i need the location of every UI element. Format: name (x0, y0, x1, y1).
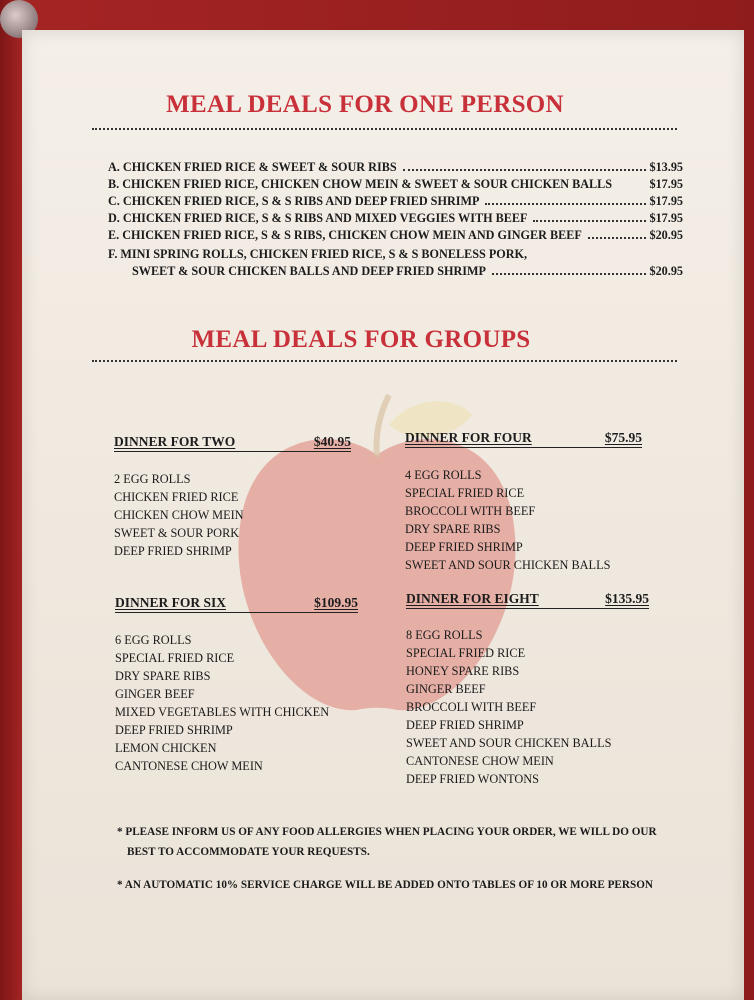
group-items-four (405, 466, 610, 574)
deal-b (108, 177, 683, 192)
dot-leader (403, 169, 647, 171)
list-item: 4 EGG ROLLS (405, 468, 482, 482)
meal-deals-groups-title: MEAL DEALS FOR GROUPS (191, 326, 531, 353)
list-item: CANTONESE CHOW MEIN (406, 754, 554, 768)
list-item: MIXED VEGETABLES WITH CHICKEN (115, 705, 330, 719)
deal-f-line2 (132, 264, 683, 279)
deal-price: $13.95 (649, 160, 683, 174)
deal-text-continued: SWEET & SOUR CHICKEN BALLS AND DEEP FRIED SHRIMP (132, 264, 486, 278)
deal-text: B. CHICKEN FRIED RICE, CHICKEN CHOW MEIN & SWEET & SOUR CHICKEN BALLS (108, 177, 613, 191)
deal-price: $20.95 (649, 228, 683, 242)
group-items-eight (406, 626, 611, 788)
dotted-divider (92, 360, 677, 362)
group-header-six (115, 595, 358, 613)
list-item: GINGER BEEF (406, 682, 486, 696)
group-price: $135.95 (605, 591, 649, 606)
deal-d (108, 211, 683, 226)
deal-a (108, 160, 683, 175)
deal-price: $17.95 (649, 211, 683, 225)
note-line: BEST TO ACCOMMODATE YOUR REQUESTS. (127, 846, 370, 858)
dotted-divider (92, 128, 677, 130)
dot-leader (485, 203, 646, 205)
deal-text: C. CHICKEN FRIED RICE, S & S RIBS AND DEEP FRIED SHRIMP (108, 194, 480, 208)
group-name: DINNER FOR FOUR (405, 430, 532, 445)
deal-c (108, 194, 683, 209)
dot-leader (533, 220, 646, 222)
list-item: SPECIAL FRIED RICE (405, 486, 525, 500)
deal-price: $17.95 (649, 177, 683, 191)
group-price: $40.95 (313, 434, 351, 449)
list-item: DEEP FRIED SHRIMP (406, 718, 524, 732)
list-item: SWEET & SOUR PORK (114, 526, 240, 540)
list-item: DEEP FRIED WONTONS (406, 772, 539, 786)
list-item: DEEP FRIED SHRIMP (114, 544, 232, 558)
deal-e (108, 228, 683, 243)
dot-leader (588, 237, 647, 239)
list-item: DEEP FRIED SHRIMP (115, 723, 233, 737)
list-item: SPECIAL FRIED RICE (406, 646, 526, 660)
list-item: BROCCOLI WITH BEEF (405, 504, 536, 518)
deal-price: $17.95 (649, 194, 683, 208)
deal-text: F. MINI SPRING ROLLS, CHICKEN FRIED RICE, S & S BONELESS PORK, (108, 247, 528, 261)
list-item: 2 EGG ROLLS (114, 472, 191, 486)
group-header-four (405, 430, 642, 448)
group-price: $109.95 (314, 595, 358, 610)
list-item: DRY SPARE RIBS (115, 669, 211, 683)
group-items-two (114, 470, 244, 560)
list-item: LEMON CHICKEN (115, 741, 217, 755)
group-header-eight (406, 591, 649, 609)
group-name: DINNER FOR EIGHT (406, 591, 539, 606)
list-item: CHICKEN CHOW MEIN (114, 508, 244, 522)
list-item: GINGER BEEF (115, 687, 195, 701)
list-item: SPECIAL FRIED RICE (115, 651, 235, 665)
note-line: * PLEASE INFORM US OF ANY FOOD ALLERGIES WHEN PLACING YOUR ORDER, WE WILL DO OUR (117, 826, 657, 838)
deal-f (108, 247, 683, 262)
allergy-note (117, 822, 657, 862)
list-item: SWEET AND SOUR CHICKEN BALLS (406, 736, 612, 750)
menu-page (22, 30, 744, 1000)
dot-leader (492, 273, 647, 275)
list-item: DRY SPARE RIBS (405, 522, 501, 536)
deal-text: E. CHICKEN FRIED RICE, S & S RIBS, CHICKEN CHOW MEIN AND GINGER BEEF (108, 228, 582, 242)
meal-deals-one-title: MEAL DEALS FOR ONE PERSON (166, 91, 564, 118)
deal-text: A. CHICKEN FRIED RICE & SWEET & SOUR RIBS (108, 160, 397, 174)
note-line: * AN AUTOMATIC 10% SERVICE CHARGE WILL BE ADDED ONTO TABLES OF 10 OR MORE PERSON (117, 879, 653, 891)
list-item: CHICKEN FRIED RICE (114, 490, 239, 504)
list-item: 8 EGG ROLLS (406, 628, 483, 642)
group-name: DINNER FOR SIX (115, 595, 227, 610)
group-price: $75.95 (604, 430, 642, 445)
service-charge-note (117, 875, 653, 895)
group-header-two (114, 434, 351, 452)
list-item: 6 EGG ROLLS (115, 633, 192, 647)
list-item: CANTONESE CHOW MEIN (115, 759, 263, 773)
list-item: DEEP FRIED SHRIMP (405, 540, 523, 554)
group-name: DINNER FOR TWO (114, 434, 236, 449)
deal-price: $20.95 (649, 264, 683, 278)
group-items-six (115, 631, 329, 775)
list-item: HONEY SPARE RIBS (406, 664, 520, 678)
list-item: SWEET AND SOUR CHICKEN BALLS (405, 558, 611, 572)
list-item: BROCCOLI WITH BEEF (406, 700, 537, 714)
deal-text: D. CHICKEN FRIED RICE, S & S RIBS AND MIXED VEGGIES WITH BEEF (108, 211, 528, 225)
